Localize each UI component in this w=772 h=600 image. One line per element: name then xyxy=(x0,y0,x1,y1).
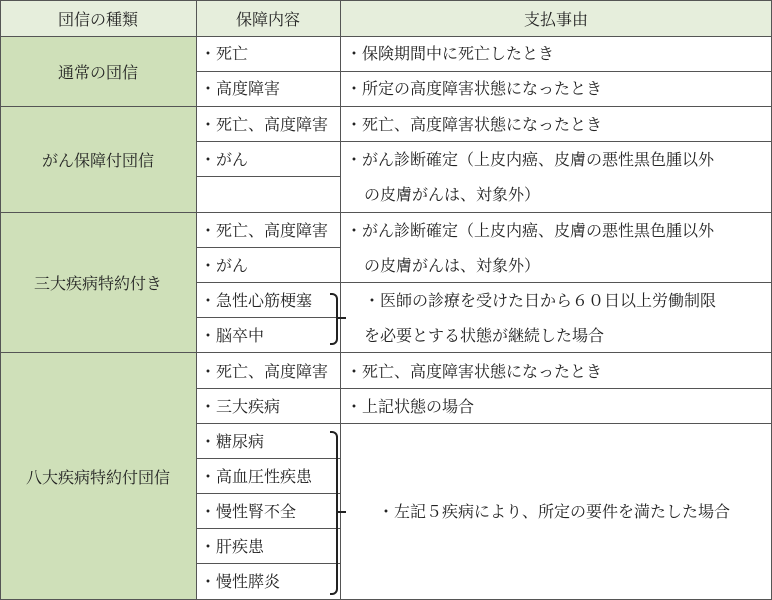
category-eight-diseases: 八大疾病特約付団信 xyxy=(0,352,196,600)
coverage-item: ・急性心筋梗塞 xyxy=(200,291,313,310)
reason-item: ・所定の高度障害状態になったとき xyxy=(346,79,603,98)
coverage-item: ・肝疾患 xyxy=(200,537,265,556)
row-divider xyxy=(196,423,772,424)
bracket-five-diseases xyxy=(330,431,338,595)
row-divider xyxy=(196,528,340,529)
row-divider xyxy=(0,36,772,37)
category-standard: 通常の団信 xyxy=(0,36,196,106)
coverage-item: ・死亡、高度障害 xyxy=(200,115,329,134)
coverage-item: ・脳卒中 xyxy=(200,326,265,345)
reason-item: ・左記５疾病により、所定の要件を満たした場合 xyxy=(378,502,731,521)
row-divider xyxy=(0,212,772,213)
row-divider xyxy=(196,563,340,564)
coverage-item: ・慢性腎不全 xyxy=(200,502,297,521)
reason-item: ・死亡、高度障害状態になったとき xyxy=(346,362,603,381)
row-divider xyxy=(0,352,772,353)
reason-item: を必要とする状態が継続した場合 xyxy=(364,326,605,345)
reason-item: の皮膚がんは、対象外） xyxy=(364,185,541,204)
row-divider xyxy=(196,458,340,459)
reason-item: ・がん診断確定（上皮内癌、皮膚の悪性黒色腫以外 xyxy=(346,221,715,240)
coverage-item: ・がん xyxy=(200,256,249,275)
reason-item: ・がん診断確定（上皮内癌、皮膚の悪性黒色腫以外 xyxy=(346,150,715,169)
header-coverage: 保障内容 xyxy=(196,0,340,36)
coverage-item: ・高血圧性疾患 xyxy=(200,467,313,486)
category-cancer: がん保障付団信 xyxy=(0,106,196,212)
coverage-item: ・死亡、高度障害 xyxy=(200,221,329,240)
coverage-item: ・高度障害 xyxy=(200,79,281,98)
bracket-tick xyxy=(338,317,346,319)
row-divider xyxy=(196,247,340,248)
coverage-item: ・三大疾病 xyxy=(200,397,281,416)
header-type: 団信の種類 xyxy=(0,0,196,36)
row-divider xyxy=(196,282,772,283)
coverage-item: ・死亡 xyxy=(200,44,249,63)
reason-item: ・保険期間中に死亡したとき xyxy=(346,44,555,63)
border-left xyxy=(0,0,1,600)
coverage-item: ・慢性膵炎 xyxy=(200,572,281,591)
coverage-item: ・糖尿病 xyxy=(200,432,265,451)
header-reasons: 支払事由 xyxy=(340,0,772,36)
bracket-three-diseases xyxy=(330,293,338,345)
row-divider xyxy=(196,388,772,389)
row-divider xyxy=(196,71,772,72)
reason-item: ・上記状態の場合 xyxy=(346,397,475,416)
row-divider xyxy=(196,176,340,177)
bracket-tick xyxy=(338,511,346,513)
row-divider xyxy=(196,141,772,142)
column-divider xyxy=(196,0,197,600)
border-top xyxy=(0,0,772,1)
coverage-item: ・死亡、高度障害 xyxy=(200,362,329,381)
reason-item: ・医師の診療を受けた日から６０日以上労働制限 xyxy=(364,291,717,310)
category-three-diseases: 三大疾病特約付き xyxy=(0,212,196,352)
reason-item: ・死亡、高度障害状態になったとき xyxy=(346,115,603,134)
row-divider xyxy=(0,106,772,107)
row-divider xyxy=(196,317,340,318)
row-divider xyxy=(196,493,340,494)
coverage-item: ・がん xyxy=(200,150,249,169)
column-divider xyxy=(340,0,341,600)
reason-item: の皮膚がんは、対象外） xyxy=(364,256,541,275)
